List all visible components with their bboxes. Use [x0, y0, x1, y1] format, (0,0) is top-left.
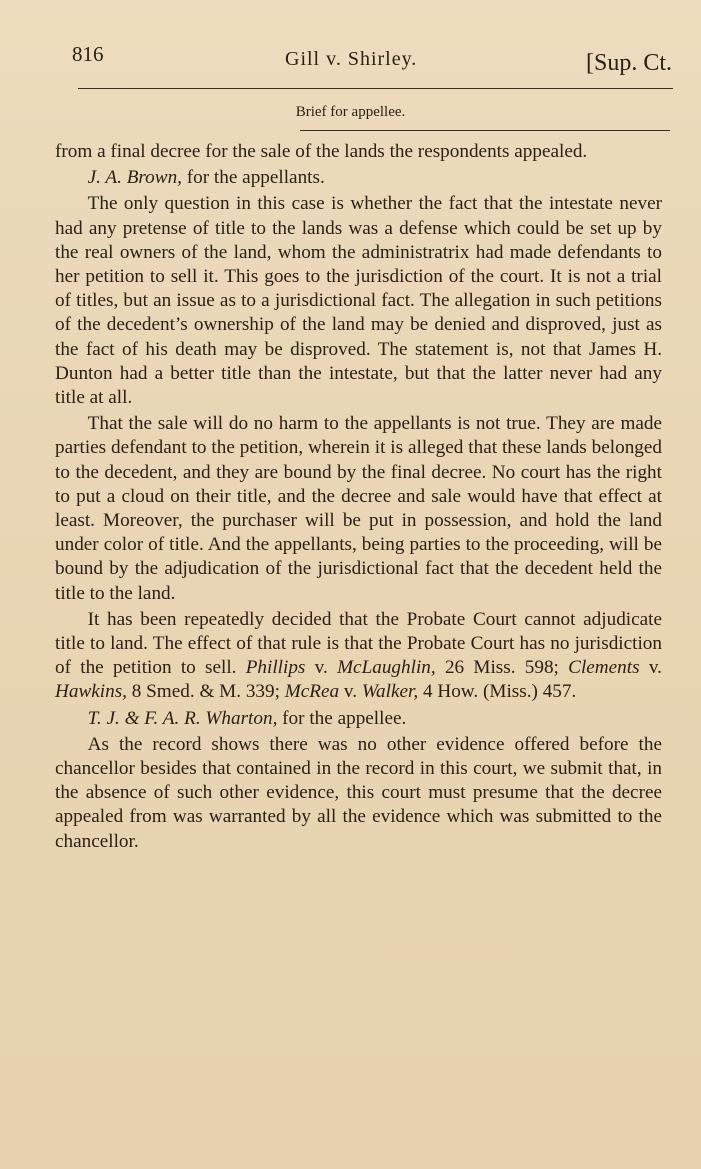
text-run: 26 Miss. 598;	[435, 657, 569, 679]
text-run: for the appellee.	[277, 707, 407, 729]
brief-paragraph	[55, 608, 662, 705]
italic-text-run: J. A. Brown,	[87, 167, 182, 189]
text-run: from a final decree for the sale of the lands the respondents appealed.	[55, 141, 588, 162]
page-number: 816	[72, 42, 104, 66]
subheading-rule	[300, 130, 670, 131]
italic-text-run: McLaughlin,	[337, 657, 436, 679]
text-run: 4 How. (Miss.) 457.	[418, 681, 577, 703]
brief-paragraph	[55, 140, 662, 164]
text-run: for the appellants.	[181, 167, 325, 189]
italic-text-run: Walker,	[361, 681, 419, 703]
italic-text-run: Phillips	[245, 657, 306, 679]
brief-paragraph	[55, 707, 662, 731]
text-run: That the sale will do no harm to the appellants is not true. They are made parties defendant to the petition, wherein it is alleged that these lands belonged to the decedent, and they are bound by the final decree. No court has the right to put a cloud on their title, and the decree and sale would have that effect at least. Moreover, the purchaser will be put in possession, and hold the land under color of title. And the appellants, being parties to the proceeding, will be bound by the adjudication of the jurisdictional fact that the decedent held the title to the land.	[55, 413, 662, 604]
text-run: As the record shows there was no other evidence offered before the chancellor besides that contained in the record in this court, we submit that, in the absence of such other evidence, this court must presume that the decree appealed from was warranted by all the evidence which was submitted to the chancellor.	[55, 733, 662, 852]
brief-paragraph	[55, 192, 662, 410]
case-title: Gill v. Shirley.	[285, 48, 418, 70]
italic-text-run: Clements	[568, 657, 640, 679]
brief-body	[55, 140, 662, 854]
text-run: The only question in this case is whether the fact that the intestate never had any pretense of title to the lands was a defense which could be set up by the real owners of the land, whom the administratrix had made defendants to her petition to sell it. This goes to the jurisdiction of the court. It is not a trial of titles, but an issue as to a jurisdictional fact. The allegation in such petitions of the decedent’s ownership of the land may be denied and disproved, just as the fact of his death may be disproved. The statement is, not that James H. Dunton had a better title than the intestate, but that the latter never had any title at all.	[55, 193, 662, 409]
running-head	[70, 40, 676, 84]
text-run: 8 Smed. & M. 339;	[126, 681, 285, 703]
text-run: v.	[339, 681, 362, 703]
text-run: v.	[305, 657, 338, 679]
text-run: It has been repeatedly decided that the Probate Court cannot adjudicate title to land. The effect of that rule is that the Probate Court has no jurisdiction of the petition to sell.	[55, 608, 662, 679]
brief-paragraph	[55, 733, 662, 854]
court-label: [Sup. Ct.	[585, 50, 672, 76]
italic-text-run: T. J. & F. A. R. Wharton,	[87, 707, 278, 729]
brief-paragraph	[55, 412, 662, 606]
section-subheading: Brief for appellee.	[295, 104, 406, 120]
text-run: v.	[639, 657, 662, 679]
header-rule	[78, 88, 673, 89]
brief-paragraph	[55, 166, 662, 190]
italic-text-run: McRea	[284, 681, 340, 703]
italic-text-run: Hawkins,	[55, 681, 127, 703]
